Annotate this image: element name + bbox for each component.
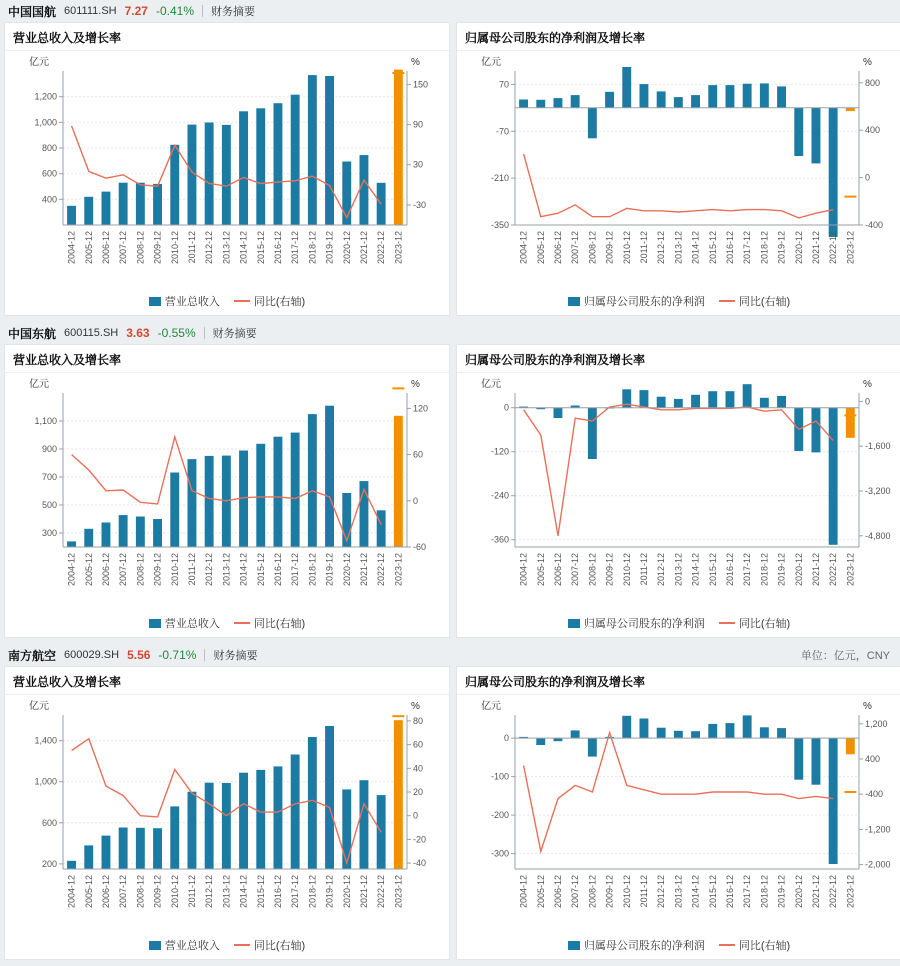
svg-text:2017-12: 2017-12 [290,553,301,587]
svg-text:2012-12: 2012-12 [656,875,667,909]
chart-legend [5,289,449,315]
svg-text:2019-12: 2019-12 [776,231,787,265]
svg-text:2004-12: 2004-12 [66,553,77,587]
svg-text:2023-12: 2023-12 [393,553,404,587]
header-divider [204,649,205,661]
svg-text:2018-12: 2018-12 [759,231,770,265]
svg-text:2020-12: 2020-12 [793,553,804,587]
svg-text:2010-12: 2010-12 [169,553,180,587]
svg-text:%: % [863,379,872,390]
svg-text:2009-12: 2009-12 [604,553,615,587]
svg-text:2015-12: 2015-12 [255,875,266,909]
legend-line [234,937,305,953]
legend-bar-swatch [149,297,161,306]
svg-text:2014-12: 2014-12 [690,231,701,265]
chart-canvas [457,695,900,933]
svg-text:2011-12: 2011-12 [187,553,197,586]
svg-text:2004-12: 2004-12 [518,875,529,909]
svg-text:2021-12: 2021-12 [811,553,821,587]
stock-name: 中国国航 [8,4,57,19]
svg-text:2004-12: 2004-12 [518,231,529,265]
chart-wrap [457,695,900,933]
legend-bar-label: 归属母公司股东的净利润 [583,940,705,952]
svg-text:0: 0 [413,495,419,506]
svg-text:2013-12: 2013-12 [221,875,232,909]
svg-text:2013-12: 2013-12 [673,553,684,587]
svg-text:1,400: 1,400 [34,735,57,746]
svg-text:2016-12: 2016-12 [725,231,735,265]
svg-text:150: 150 [413,79,429,90]
svg-text:2008-12: 2008-12 [135,553,146,587]
svg-text:0: 0 [503,402,509,413]
svg-text:1,200: 1,200 [865,718,888,729]
panel-china-southern-profit [456,666,900,960]
legend-bar [149,937,220,953]
svg-text:2015-12: 2015-12 [255,553,266,587]
unit-note: 单位：亿元，CNY [800,650,890,662]
stock-header [0,0,900,22]
svg-text:2012-12: 2012-12 [204,875,215,909]
stock-header [0,644,900,666]
panel-title: 归属母公司股东的净利润及增长率 [457,667,900,695]
svg-text:2018-12: 2018-12 [307,553,318,587]
svg-text:2004-12: 2004-12 [66,231,77,265]
svg-text:2009-12: 2009-12 [152,231,163,265]
svg-text:0: 0 [865,172,871,183]
svg-text:500: 500 [41,500,57,510]
svg-text:2015-12: 2015-12 [707,553,718,587]
svg-text:-1,200: -1,200 [865,824,891,835]
panel-china-eastern-revenue [4,344,450,638]
stock-block [0,322,900,644]
svg-text:2023-12: 2023-12 [393,231,404,265]
stock-price: 5.56 [127,648,151,662]
svg-text:2020-12: 2020-12 [793,231,804,265]
svg-text:-2,000: -2,000 [865,859,891,870]
stock-change: -0.55% [157,326,196,340]
panel-air-china-revenue [4,22,450,316]
stock-code: 601111.SH [64,5,117,17]
svg-text:2008-12: 2008-12 [587,553,598,587]
svg-text:2012-12: 2012-12 [656,553,667,587]
svg-text:-1,600: -1,600 [865,441,891,452]
svg-text:2010-12: 2010-12 [621,875,632,909]
svg-text:1,000: 1,000 [34,117,57,128]
legend-line-label: 同比(右轴) [253,296,306,308]
svg-text:600: 600 [41,168,57,179]
svg-text:2009-12: 2009-12 [604,875,615,909]
legend-line-swatch [234,944,250,946]
legend-bar-swatch [568,941,580,950]
legend-line-label: 同比(右轴) [738,618,791,630]
svg-text:-400: -400 [865,789,884,800]
svg-text:2008-12: 2008-12 [587,875,598,909]
svg-text:2021-12: 2021-12 [359,875,369,909]
svg-text:-3,200: -3,200 [865,486,891,496]
svg-text:2011-12: 2011-12 [639,875,649,908]
header-divider [202,5,203,17]
svg-text:-60: -60 [413,542,427,552]
svg-text:2021-12: 2021-12 [359,553,369,587]
chart-canvas [5,695,449,933]
svg-text:400: 400 [865,754,881,764]
financial-summary-link[interactable]: 财务摘要 [211,6,255,18]
svg-text:90: 90 [413,119,424,130]
svg-text:300: 300 [41,528,57,538]
svg-text:2008-12: 2008-12 [135,875,146,909]
svg-text:-350: -350 [490,220,509,230]
svg-text:2007-12: 2007-12 [118,875,129,909]
legend-bar [568,615,705,631]
chart-wrap [5,51,449,289]
svg-text:2016-12: 2016-12 [725,875,735,909]
legend-bar-swatch [568,297,580,306]
svg-text:-360: -360 [490,534,509,545]
svg-text:2008-12: 2008-12 [587,231,598,265]
svg-text:2007-12: 2007-12 [118,553,129,587]
svg-text:2013-12: 2013-12 [221,553,232,587]
svg-text:2022-12: 2022-12 [828,553,839,587]
svg-text:60: 60 [413,739,424,750]
stock-block [0,0,900,322]
svg-text:2019-12: 2019-12 [324,231,335,265]
svg-text:2007-12: 2007-12 [118,231,129,265]
svg-text:60: 60 [413,449,424,460]
svg-text:2014-12: 2014-12 [690,553,701,587]
svg-text:2006-12: 2006-12 [553,875,563,909]
panel-title: 营业总收入及增长率 [5,23,449,51]
svg-text:2017-12: 2017-12 [742,231,753,265]
svg-text:2011-12: 2011-12 [187,231,197,264]
svg-text:2012-12: 2012-12 [204,231,215,265]
svg-text:2006-12: 2006-12 [101,875,111,909]
svg-text:2010-12: 2010-12 [169,231,180,265]
svg-text:400: 400 [865,125,881,136]
financial-summary-link[interactable]: 财务摘要 [212,328,257,340]
svg-text:2022-12: 2022-12 [828,875,839,909]
chart-wrap [5,373,449,611]
stock-code: 600115.SH [64,327,119,339]
svg-text:%: % [411,57,420,68]
chart-wrap [457,373,900,611]
svg-text:亿元: 亿元 [481,57,501,68]
legend-bar-label: 归属母公司股东的净利润 [583,618,705,630]
legend-bar-swatch [149,941,161,950]
svg-text:2020-12: 2020-12 [341,231,352,265]
svg-text:2019-12: 2019-12 [776,553,787,587]
svg-text:2016-12: 2016-12 [273,231,283,265]
svg-text:2020-12: 2020-12 [793,875,804,909]
legend-line [719,937,790,953]
svg-text:2015-12: 2015-12 [255,231,266,265]
stock-name: 南方航空 [8,648,57,663]
svg-text:亿元: 亿元 [481,701,501,712]
legend-line [719,615,790,631]
svg-text:2023-12: 2023-12 [393,875,404,909]
svg-text:2017-12: 2017-12 [742,875,753,909]
stock-change: -0.71% [158,648,197,662]
legend-line-swatch [234,622,250,624]
svg-text:2004-12: 2004-12 [66,875,77,909]
svg-text:2007-12: 2007-12 [570,875,581,909]
chart-legend [457,933,900,959]
svg-text:2013-12: 2013-12 [221,231,232,265]
svg-text:2013-12: 2013-12 [673,875,684,909]
svg-text:%: % [863,57,872,68]
svg-text:2011-12: 2011-12 [639,553,649,586]
svg-text:2013-12: 2013-12 [673,231,684,265]
svg-text:120: 120 [413,403,429,414]
svg-text:2009-12: 2009-12 [152,875,163,909]
chart-legend [5,933,449,959]
svg-text:2005-12: 2005-12 [535,875,546,909]
svg-text:2014-12: 2014-12 [238,875,249,909]
svg-text:2022-12: 2022-12 [376,553,387,587]
svg-text:2016-12: 2016-12 [273,875,283,909]
panel-china-southern-revenue [4,666,450,960]
svg-text:2006-12: 2006-12 [101,553,111,587]
svg-text:40: 40 [413,763,424,774]
legend-bar-label: 营业总收入 [164,296,220,308]
svg-text:-70: -70 [495,126,509,137]
stock-code: 600029.SH [64,649,120,661]
svg-text:70: 70 [498,79,509,90]
legend-bar-label: 营业总收入 [164,940,220,952]
svg-text:2007-12: 2007-12 [570,553,581,587]
svg-text:2016-12: 2016-12 [725,553,735,587]
svg-text:2018-12: 2018-12 [307,231,318,265]
svg-text:2005-12: 2005-12 [83,875,94,909]
svg-text:2017-12: 2017-12 [742,553,753,587]
svg-text:%: % [411,379,420,390]
svg-text:2005-12: 2005-12 [83,231,94,265]
svg-text:0: 0 [503,733,509,744]
svg-text:2009-12: 2009-12 [152,553,163,587]
svg-text:%: % [411,701,420,712]
stock-price: 3.63 [126,326,150,340]
svg-text:2019-12: 2019-12 [324,553,335,587]
svg-text:2015-12: 2015-12 [707,231,718,265]
svg-text:2022-12: 2022-12 [828,231,839,265]
legend-bar-swatch [149,619,161,628]
legend-bar [149,615,220,631]
svg-text:2014-12: 2014-12 [690,875,701,909]
svg-text:-100: -100 [490,771,509,782]
svg-text:2020-12: 2020-12 [341,875,352,909]
chart-canvas [5,51,449,289]
svg-text:2018-12: 2018-12 [759,553,770,587]
panel-china-eastern-profit [456,344,900,638]
legend-line-label: 同比(右轴) [738,296,791,308]
legend-line [234,293,305,309]
svg-text:2005-12: 2005-12 [83,553,94,587]
legend-bar-label: 营业总收入 [164,618,220,630]
svg-text:亿元: 亿元 [29,379,49,390]
chart-panels [0,666,900,966]
stock-header [0,322,900,344]
svg-text:20: 20 [413,787,424,797]
svg-text:2021-12: 2021-12 [811,875,821,909]
legend-bar-label: 归属母公司股东的净利润 [583,296,705,308]
chart-wrap [5,695,449,933]
legend-line-swatch [234,300,250,302]
legend-line-label: 同比(右轴) [253,940,306,952]
svg-text:1,000: 1,000 [34,776,57,787]
financial-summary-link[interactable]: 财务摘要 [213,650,258,662]
legend-line-swatch [719,300,735,302]
svg-text:2012-12: 2012-12 [656,231,667,265]
svg-text:2011-12: 2011-12 [187,875,197,908]
svg-text:2022-12: 2022-12 [376,875,387,909]
svg-text:2004-12: 2004-12 [518,553,529,587]
svg-text:700: 700 [41,472,57,482]
svg-text:2023-12: 2023-12 [845,231,856,265]
svg-text:600: 600 [41,817,57,828]
svg-text:800: 800 [865,77,881,88]
svg-text:2009-12: 2009-12 [604,231,615,265]
legend-line [234,615,305,631]
svg-text:-4,800: -4,800 [865,530,891,541]
svg-text:-300: -300 [490,848,509,859]
svg-text:2007-12: 2007-12 [570,231,581,265]
panel-title: 归属母公司股东的净利润及增长率 [457,23,900,51]
svg-text:2011-12: 2011-12 [639,231,649,264]
svg-text:2023-12: 2023-12 [845,875,856,909]
svg-text:1,100: 1,100 [34,416,57,426]
svg-text:-30: -30 [413,199,427,210]
legend-bar [568,937,705,953]
svg-text:2014-12: 2014-12 [238,553,249,587]
svg-text:2014-12: 2014-12 [238,231,249,265]
svg-text:2006-12: 2006-12 [101,231,111,265]
chart-wrap [457,51,900,289]
svg-text:2020-12: 2020-12 [341,553,352,587]
panel-air-china-profit [456,22,900,316]
svg-text:30: 30 [413,159,424,170]
legend-line [719,293,790,309]
svg-text:400: 400 [41,194,57,205]
svg-text:2010-12: 2010-12 [169,875,180,909]
svg-text:-200: -200 [490,810,509,821]
chart-panels [0,22,900,322]
svg-text:2010-12: 2010-12 [621,231,632,265]
svg-text:-400: -400 [865,220,884,230]
svg-text:亿元: 亿元 [481,379,501,390]
legend-bar-swatch [568,619,580,628]
chart-canvas [457,51,900,289]
chart-canvas [457,373,900,611]
chart-legend [457,289,900,315]
svg-text:2016-12: 2016-12 [273,553,283,587]
svg-text:2019-12: 2019-12 [324,875,335,909]
legend-line-label: 同比(右轴) [253,618,306,630]
legend-bar [568,293,705,309]
svg-text:2017-12: 2017-12 [290,231,301,265]
chart-canvas [5,373,449,611]
svg-text:2008-12: 2008-12 [135,231,146,265]
svg-text:2006-12: 2006-12 [553,231,563,265]
chart-panels [0,344,900,644]
svg-text:2023-12: 2023-12 [845,553,856,587]
svg-text:2019-12: 2019-12 [776,875,787,909]
chart-legend [457,611,900,637]
legend-line-swatch [719,944,735,946]
svg-text:2022-12: 2022-12 [376,231,387,265]
svg-text:200: 200 [41,858,57,869]
svg-text:2021-12: 2021-12 [359,231,369,265]
svg-text:-210: -210 [490,173,509,184]
svg-text:0: 0 [413,810,419,821]
legend-line-label: 同比(右轴) [738,940,791,952]
svg-text:2018-12: 2018-12 [759,875,770,909]
chart-legend [5,611,449,637]
svg-text:-240: -240 [490,490,509,501]
svg-text:2015-12: 2015-12 [707,875,718,909]
svg-text:亿元: 亿元 [29,57,49,68]
panel-title: 营业总收入及增长率 [5,345,449,373]
svg-text:900: 900 [41,444,57,454]
svg-text:2005-12: 2005-12 [535,553,546,587]
svg-text:亿元: 亿元 [29,701,49,712]
svg-text:2017-12: 2017-12 [290,875,301,909]
panel-title: 营业总收入及增长率 [5,667,449,695]
svg-text:2006-12: 2006-12 [553,553,563,587]
svg-text:-20: -20 [413,834,427,845]
svg-text:80: 80 [413,715,424,726]
stock-block [0,644,900,966]
svg-text:1,200: 1,200 [34,91,57,102]
stock-price: 7.27 [124,4,148,18]
svg-text:2018-12: 2018-12 [307,875,318,909]
svg-text:-40: -40 [413,858,427,869]
svg-text:2021-12: 2021-12 [811,231,821,265]
svg-text:2012-12: 2012-12 [204,553,215,587]
stock-name: 中国东航 [8,326,57,341]
svg-text:2010-12: 2010-12 [621,553,632,587]
legend-bar [149,293,220,309]
svg-text:-120: -120 [490,446,509,457]
svg-text:800: 800 [41,143,57,153]
legend-line-swatch [719,622,735,624]
svg-text:%: % [863,701,872,712]
svg-text:2005-12: 2005-12 [535,231,546,265]
svg-text:0: 0 [865,396,871,407]
stock-change: -0.41% [155,4,194,18]
header-divider [204,327,205,339]
panel-title: 归属母公司股东的净利润及增长率 [457,345,900,373]
